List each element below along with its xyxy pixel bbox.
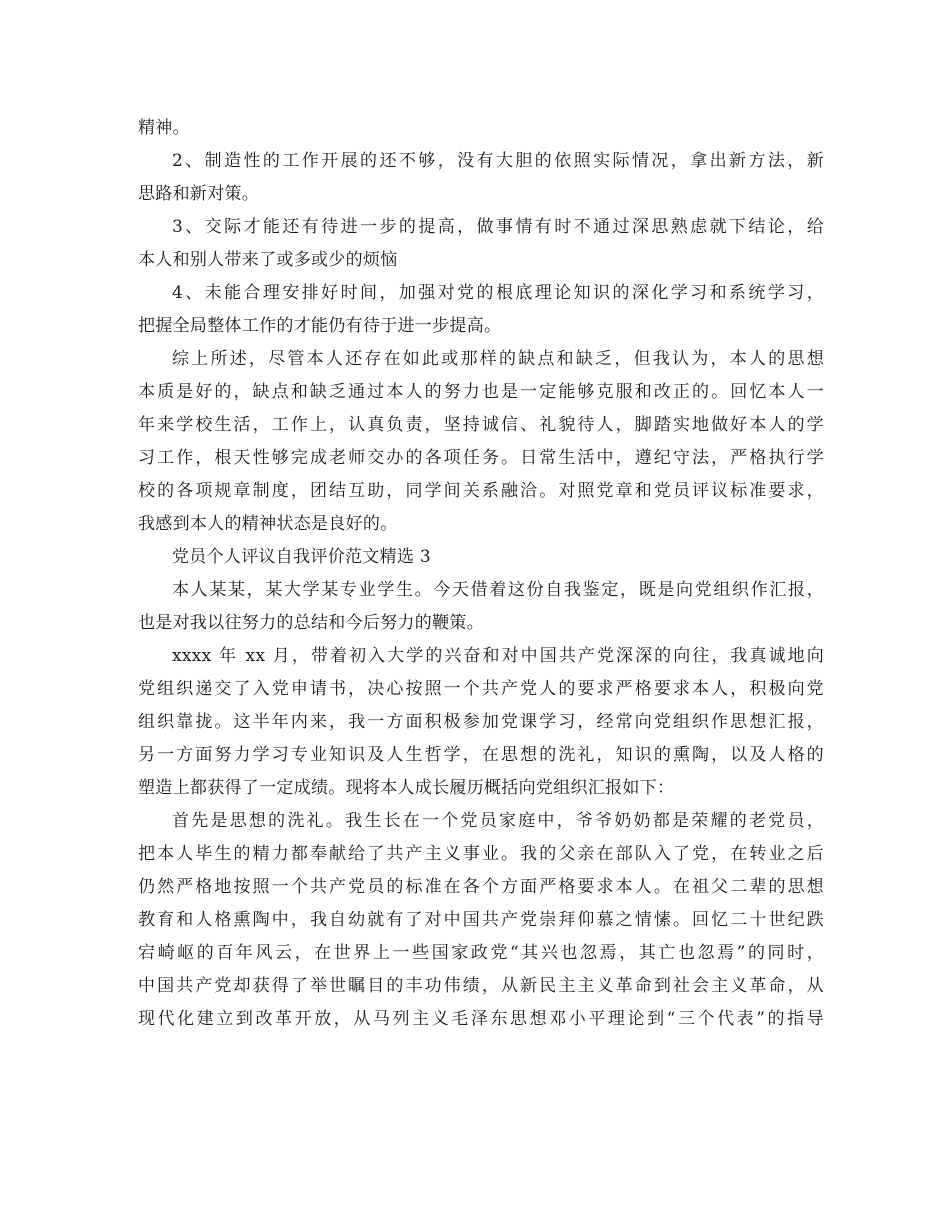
text-line: 年来学校生活，工作上，认真负责，坚持诚信、礼貌待人，脚踏实地做好本人的学 (138, 415, 824, 435)
text-line: 也是对我以往努力的总结和今后努力的鞭策。 (138, 613, 484, 633)
text-line: 本人某某，某大学某专业学生。今天借着这份自我鉴定，既是向党组织作汇报， (172, 580, 824, 600)
text-line: 现代化建立到改革开放，从马列主义毛泽东思想邓小平理论到“三个代表”的指导 (138, 1009, 824, 1029)
text-line: 党员个人评议自我评价范文精选 3 (172, 547, 432, 567)
text-line: 综上所述，尽管本人还存在如此或那样的缺点和缺乏，但我认为，本人的思想 (172, 349, 824, 369)
text-line: 精神。 (138, 118, 190, 138)
text-line: 3、交际才能还有待进一步的提高，做事情有时不通过深思熟虑就下结论，给 (172, 217, 824, 237)
text-line: 首先是思想的洗礼。我生长在一个党员家庭中，爷爷奶奶都是荣耀的老党员， (172, 811, 824, 831)
text-line: 2、制造性的工作开展的还不够，没有大胆的依照实际情况，拿出新方法，新 (172, 151, 824, 171)
text-line: 宕崎岖的百年风云，在世界上一些国家政党“其兴也忽焉，其亡也忽焉”的同时， (138, 943, 824, 963)
text-line: 习工作，根天性够完成老师交办的各项任务。日常生活中，遵纪守法，严格执行学 (138, 448, 824, 468)
text-line: 思路和新对策。 (138, 184, 260, 204)
text-line: 我感到本人的精神状态是良好的。 (138, 514, 398, 534)
document-body (138, 112, 824, 1036)
text-line: 塑造上都获得了一定成绩。现将本人成长履历概括向党组织汇报如下： (138, 778, 675, 798)
text-line: 教育和人格熏陶中，我自幼就有了对中国共产党崇拜仰慕之情愫。回忆二十世纪跌 (138, 910, 824, 930)
text-line: 把本人毕生的精力都奉献给了共产主义事业。我的父亲在部队入了党，在转业之后 (138, 844, 824, 864)
text-line: 校的各项规章制度，团结互助，同学间关系融洽。对照党章和党员评议标准要求， (138, 481, 824, 501)
text-line: 另一方面努力学习专业知识及人生哲学，在思想的洗礼，知识的熏陶，以及人格的 (138, 745, 824, 765)
text-line: 组织靠拢。这半年内来，我一方面积极参加党课学习，经常向党组织作思想汇报， (138, 712, 824, 732)
text-line: 中国共产党却获得了举世瞩目的丰功伟绩，从新民主主义革命到社会主义革命，从 (138, 976, 824, 996)
text-line: 4、未能合理安排好时间，加强对党的根底理论知识的深化学习和系统学习， (172, 283, 824, 303)
text-line: 仍然严格地按照一个共产党员的标准在各个方面严格要求本人。在祖父二辈的思想 (138, 877, 824, 897)
text-line: 把握全局整体工作的才能仍有待于进一步提高。 (138, 316, 502, 336)
text-line: 本质是好的，缺点和缺乏通过本人的努力也是一定能够克服和改正的。回忆本人一 (138, 382, 824, 402)
text-line: xxxx 年 xx 月，带着初入大学的兴奋和对中国共产党深深的向往，我真诚地向 (172, 646, 824, 666)
text-line: 党组织递交了入党申请书，决心按照一个共产党人的要求严格要求本人，积极向党 (138, 679, 824, 699)
text-line: 本人和别人带来了或多或少的烦恼 (138, 250, 398, 270)
